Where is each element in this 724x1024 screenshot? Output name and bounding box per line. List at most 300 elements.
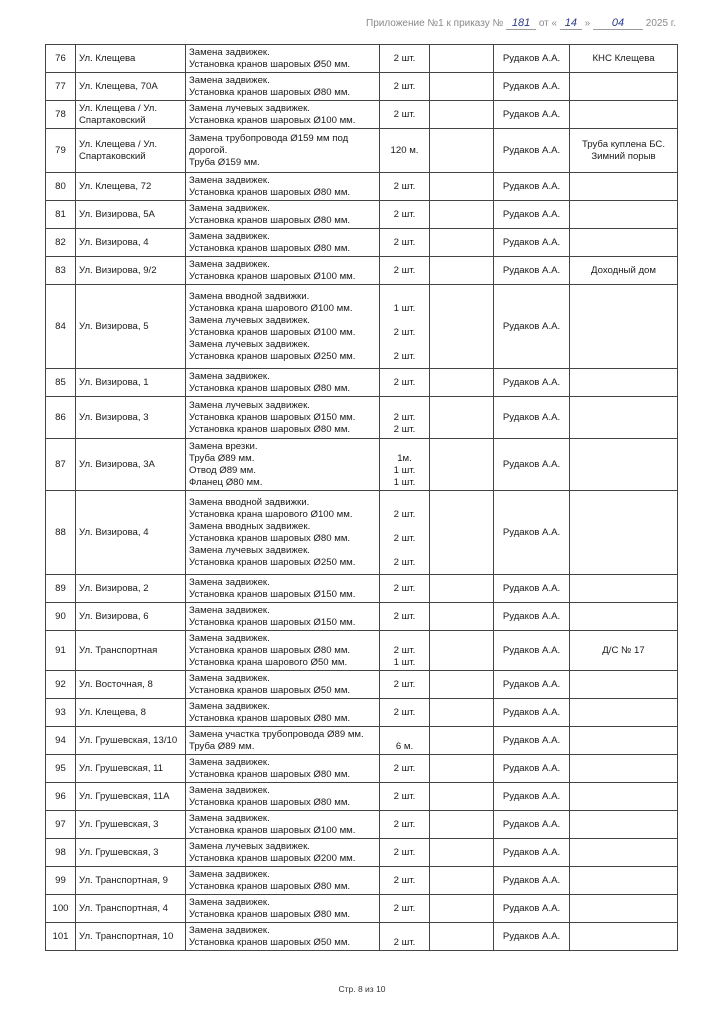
table-row: [46, 755, 678, 783]
quantity-line: [382, 441, 427, 453]
row-empty-cell: [430, 491, 494, 575]
header-prefix: Приложение №1 к приказу №: [366, 18, 504, 29]
work-line: Установка кранов шаровых Ø250 мм.: [189, 556, 356, 568]
row-note: [570, 867, 678, 895]
quantity-line: 6 м.: [395, 740, 414, 752]
row-quantity: [380, 129, 430, 173]
work-line: Замена лучевых задвижек.: [189, 102, 310, 114]
row-empty-cell: [430, 201, 494, 229]
work-line: Замена задвижек.: [189, 924, 270, 936]
table-row: [46, 783, 678, 811]
quantity-line: [382, 633, 427, 645]
row-note: [570, 895, 678, 923]
table-row: [46, 603, 678, 631]
work-line: Замена лучевых задвижек.: [189, 840, 310, 852]
row-note: [570, 755, 678, 783]
work-line: Установка кранов шаровых Ø50 мм.: [189, 936, 351, 948]
quantity-line: 2 шт.: [393, 532, 416, 544]
table-row: [46, 201, 678, 229]
work-line: Установка кранов шаровых Ø80 мм.: [189, 712, 351, 724]
row-address: Ул. Клещева / Ул. Спартаковский: [76, 129, 186, 173]
row-address: Ул. Транспортная, 9: [76, 867, 186, 895]
row-responsible: Рудаков А.А.: [494, 895, 570, 923]
row-number: 80: [46, 173, 76, 201]
row-address: Ул. Клещева, 8: [76, 699, 186, 727]
table-row: [46, 727, 678, 755]
row-address: Ул. Клещева: [76, 45, 186, 73]
works-table-body: [46, 45, 678, 951]
work-line: Замена задвижек.: [189, 74, 270, 86]
work-line: Установка кранов шаровых Ø80 мм.: [189, 796, 351, 808]
row-note: [570, 397, 678, 439]
row-works: [186, 491, 380, 575]
row-works: [186, 603, 380, 631]
work-line: Замена лучевых задвижек.: [189, 314, 310, 326]
table-row: [46, 229, 678, 257]
work-line: Установка кранов шаровых Ø150 мм.: [189, 588, 356, 600]
row-number: 76: [46, 45, 76, 73]
row-note: [570, 603, 678, 631]
row-number: 86: [46, 397, 76, 439]
row-quantity: [380, 727, 430, 755]
row-number: 85: [46, 369, 76, 397]
quantity-line: [382, 729, 427, 741]
quantity-line: [382, 400, 427, 412]
work-line: Установка кранов шаровых Ø80 мм.: [189, 242, 351, 254]
row-works: [186, 173, 380, 201]
row-works: [186, 699, 380, 727]
work-line: Замена участка трубопровода Ø89 мм.: [189, 728, 364, 740]
work-line: Установка кранов шаровых Ø250 мм.: [189, 350, 356, 362]
row-works: [186, 45, 380, 73]
quantity-line: [382, 521, 427, 533]
row-quantity: [380, 369, 430, 397]
row-responsible: Рудаков А.А.: [494, 631, 570, 671]
work-line: Установка кранов шаровых Ø80 мм.: [189, 880, 351, 892]
quantity-line: 2 шт.: [393, 236, 416, 248]
row-number: 94: [46, 727, 76, 755]
table-row: [46, 491, 678, 575]
work-line: Установка кранов шаровых Ø80 мм.: [189, 644, 351, 656]
row-quantity: [380, 491, 430, 575]
work-line: Замена задвижек.: [189, 46, 270, 58]
quantity-line: 2 шт.: [393, 508, 416, 520]
row-note: [570, 923, 678, 951]
row-address: Ул. Грушевская, 3: [76, 839, 186, 867]
work-line: Установка кранов шаровых Ø80 мм.: [189, 86, 351, 98]
work-line: Установка крана шарового Ø50 мм.: [189, 656, 348, 668]
work-line: Замена задвижек.: [189, 202, 270, 214]
work-line: Замена задвижек.: [189, 632, 270, 644]
row-responsible: Рудаков А.А.: [494, 201, 570, 229]
row-address: Ул. Грушевская, 11А: [76, 783, 186, 811]
row-address: Ул. Визирова, 4: [76, 491, 186, 575]
row-note: [570, 439, 678, 491]
row-number: 89: [46, 575, 76, 603]
row-works: [186, 631, 380, 671]
row-responsible: Рудаков А.А.: [494, 45, 570, 73]
row-empty-cell: [430, 671, 494, 699]
work-line: Установка кранов шаровых Ø80 мм.: [189, 908, 351, 920]
table-row: [46, 671, 678, 699]
row-number: 92: [46, 671, 76, 699]
work-line: Установка кранов шаровых Ø80 мм.: [189, 532, 351, 544]
row-empty-cell: [430, 783, 494, 811]
work-line: Замена задвижек.: [189, 576, 270, 588]
row-works: [186, 811, 380, 839]
quantity-line: 2 шт.: [393, 936, 416, 948]
row-quantity: [380, 257, 430, 285]
work-line: Замена вводной задвижки.: [189, 290, 310, 302]
row-empty-cell: [430, 839, 494, 867]
row-works: [186, 73, 380, 101]
quantity-line: 1 шт.: [393, 302, 416, 314]
quantity-line: 1 шт.: [393, 656, 416, 668]
quantity-line: 2 шт.: [393, 582, 416, 594]
row-works: [186, 229, 380, 257]
page-footer: [0, 984, 724, 994]
row-responsible: Рудаков А.А.: [494, 439, 570, 491]
row-quantity: [380, 229, 430, 257]
header-quote-close: »: [584, 18, 591, 29]
row-responsible: Рудаков А.А.: [494, 101, 570, 129]
row-empty-cell: [430, 369, 494, 397]
row-number: 91: [46, 631, 76, 671]
row-empty-cell: [430, 73, 494, 101]
quantity-line: 2 шт.: [393, 610, 416, 622]
row-quantity: [380, 867, 430, 895]
row-works: [186, 439, 380, 491]
table-row: [46, 285, 678, 369]
quantity-line: 2 шт.: [393, 762, 416, 774]
row-responsible: Рудаков А.А.: [494, 491, 570, 575]
row-responsible: Рудаков А.А.: [494, 603, 570, 631]
row-responsible: Рудаков А.А.: [494, 699, 570, 727]
row-works: [186, 671, 380, 699]
work-line: Замена задвижек.: [189, 230, 270, 242]
quantity-line: 2 шт.: [393, 902, 416, 914]
row-note: Доходный дом: [570, 257, 678, 285]
quantity-line: 2 шт.: [393, 846, 416, 858]
table-row: [46, 73, 678, 101]
row-responsible: Рудаков А.А.: [494, 285, 570, 369]
table-row: [46, 923, 678, 951]
row-number: 101: [46, 923, 76, 951]
row-number: 78: [46, 101, 76, 129]
row-responsible: Рудаков А.А.: [494, 73, 570, 101]
work-line: Замена задвижек.: [189, 258, 270, 270]
quantity-line: 2 шт.: [393, 790, 416, 802]
quantity-line: 2 шт.: [393, 556, 416, 568]
row-number: 77: [46, 73, 76, 101]
work-line: Установка кранов шаровых Ø80 мм.: [189, 186, 351, 198]
row-quantity: [380, 45, 430, 73]
work-line: Отвод Ø89 мм.: [189, 464, 256, 476]
row-empty-cell: [430, 439, 494, 491]
row-number: 97: [46, 811, 76, 839]
quantity-line: 2 шт.: [393, 326, 416, 338]
row-note: [570, 73, 678, 101]
row-quantity: [380, 201, 430, 229]
table-row: [46, 631, 678, 671]
row-quantity: [380, 671, 430, 699]
row-quantity: [380, 783, 430, 811]
row-number: 81: [46, 201, 76, 229]
row-number: 90: [46, 603, 76, 631]
row-works: [186, 101, 380, 129]
table-row: [46, 575, 678, 603]
row-responsible: Рудаков А.А.: [494, 229, 570, 257]
quantity-line: 2 шт.: [393, 874, 416, 886]
quantity-line: [382, 291, 427, 303]
table-row: [46, 369, 678, 397]
row-address: Ул. Транспортная: [76, 631, 186, 671]
row-empty-cell: [430, 229, 494, 257]
quantity-line: 2 шт.: [393, 350, 416, 362]
row-works: [186, 575, 380, 603]
quantity-line: 2 шт.: [393, 706, 416, 718]
row-empty-cell: [430, 173, 494, 201]
row-empty-cell: [430, 129, 494, 173]
row-address: Ул. Клещева, 70А: [76, 73, 186, 101]
quantity-line: 2 шт.: [393, 376, 416, 388]
work-line: Установка кранов шаровых Ø150 мм.: [189, 411, 356, 423]
row-address: Ул. Грушевская, 13/10: [76, 727, 186, 755]
row-address: Ул. Визирова, 9/2: [76, 257, 186, 285]
page-sep: из: [365, 984, 374, 994]
row-note: [570, 839, 678, 867]
table-row: [46, 811, 678, 839]
row-address: Ул. Восточная, 8: [76, 671, 186, 699]
work-line: Замена вводной задвижки.: [189, 496, 310, 508]
row-note: [570, 783, 678, 811]
row-works: [186, 285, 380, 369]
row-note: [570, 229, 678, 257]
row-number: 98: [46, 839, 76, 867]
quantity-line: 120 м.: [390, 144, 419, 156]
quantity-line: 2 шт.: [393, 264, 416, 276]
row-address: Ул. Визирова, 2: [76, 575, 186, 603]
row-quantity: [380, 699, 430, 727]
row-address: Ул. Визирова, 3А: [76, 439, 186, 491]
row-quantity: [380, 839, 430, 867]
table-row: [46, 101, 678, 129]
work-line: Замена лучевых задвижек.: [189, 338, 310, 350]
table-row: [46, 699, 678, 727]
row-empty-cell: [430, 603, 494, 631]
table-row: [46, 439, 678, 491]
work-line: Установка крана шарового Ø100 мм.: [189, 302, 353, 314]
row-responsible: Рудаков А.А.: [494, 923, 570, 951]
row-responsible: Рудаков А.А.: [494, 257, 570, 285]
row-responsible: Рудаков А.А.: [494, 129, 570, 173]
quantity-line: [382, 925, 427, 937]
work-line: Замена врезки.: [189, 440, 258, 452]
row-address: Ул. Клещева, 72: [76, 173, 186, 201]
order-day: 14: [560, 17, 582, 30]
work-line: Труба Ø159 мм.: [189, 156, 260, 168]
row-number: 100: [46, 895, 76, 923]
row-note: [570, 285, 678, 369]
work-line: дорогой.: [189, 144, 228, 156]
table-row: [46, 173, 678, 201]
row-note: Труба куплена БС. Зимний порыв: [570, 129, 678, 173]
work-line: Установка кранов шаровых Ø80 мм.: [189, 423, 351, 435]
order-number: 181: [506, 17, 536, 30]
row-responsible: Рудаков А.А.: [494, 671, 570, 699]
row-quantity: [380, 101, 430, 129]
row-empty-cell: [430, 699, 494, 727]
row-note: [570, 369, 678, 397]
page-current: 8: [357, 984, 363, 994]
work-line: Установка кранов шаровых Ø100 мм.: [189, 326, 356, 338]
row-note: [570, 201, 678, 229]
row-empty-cell: [430, 895, 494, 923]
row-number: 88: [46, 491, 76, 575]
quantity-line: 1м.: [397, 452, 412, 464]
row-works: [186, 923, 380, 951]
work-line: Установка кранов шаровых Ø100 мм.: [189, 270, 356, 282]
work-line: Замена задвижек.: [189, 756, 270, 768]
quantity-line: 2 шт.: [393, 423, 416, 435]
row-address: Ул. Визирова, 6: [76, 603, 186, 631]
row-address: Ул. Визирова, 3: [76, 397, 186, 439]
row-number: 79: [46, 129, 76, 173]
row-works: [186, 129, 380, 173]
row-number: 83: [46, 257, 76, 285]
row-note: [570, 173, 678, 201]
quantity-line: 1 шт.: [393, 476, 416, 488]
work-line: Труба Ø89 мм.: [189, 452, 255, 464]
quantity-line: 2 шт.: [393, 80, 416, 92]
table-row: [46, 129, 678, 173]
row-note: [570, 491, 678, 575]
row-responsible: Рудаков А.А.: [494, 173, 570, 201]
row-quantity: [380, 575, 430, 603]
row-quantity: [380, 285, 430, 369]
quantity-line: 2 шт.: [393, 52, 416, 64]
row-responsible: Рудаков А.А.: [494, 839, 570, 867]
row-works: [186, 867, 380, 895]
row-works: [186, 895, 380, 923]
work-line: Замена задвижек.: [189, 174, 270, 186]
row-number: 84: [46, 285, 76, 369]
row-empty-cell: [430, 257, 494, 285]
row-empty-cell: [430, 755, 494, 783]
row-responsible: Рудаков А.А.: [494, 755, 570, 783]
row-note: Д/С № 17: [570, 631, 678, 671]
page-total: 10: [376, 984, 386, 994]
quantity-line: 1 шт.: [393, 464, 416, 476]
row-address: Ул. Визирова, 5А: [76, 201, 186, 229]
work-line: Замена задвижек.: [189, 672, 270, 684]
work-line: Замена задвижек.: [189, 370, 270, 382]
row-number: 96: [46, 783, 76, 811]
quantity-line: 2 шт.: [393, 644, 416, 656]
row-number: 99: [46, 867, 76, 895]
table-row: [46, 45, 678, 73]
quantity-line: [382, 339, 427, 351]
row-empty-cell: [430, 45, 494, 73]
row-works: [186, 755, 380, 783]
row-quantity: [380, 755, 430, 783]
row-quantity: [380, 603, 430, 631]
row-empty-cell: [430, 811, 494, 839]
row-works: [186, 783, 380, 811]
row-address: Ул. Грушевская, 11: [76, 755, 186, 783]
row-note: [570, 101, 678, 129]
work-line: Установка кранов шаровых Ø150 мм.: [189, 616, 356, 628]
row-empty-cell: [430, 101, 494, 129]
row-works: [186, 369, 380, 397]
row-works: [186, 201, 380, 229]
work-line: Замена задвижек.: [189, 812, 270, 824]
row-number: 82: [46, 229, 76, 257]
row-responsible: Рудаков А.А.: [494, 575, 570, 603]
row-responsible: Рудаков А.А.: [494, 783, 570, 811]
row-quantity: [380, 923, 430, 951]
row-empty-cell: [430, 923, 494, 951]
row-address: Ул. Визирова, 5: [76, 285, 186, 369]
quantity-line: [382, 497, 427, 509]
work-line: Установка кранов шаровых Ø100 мм.: [189, 824, 356, 836]
work-line: Замена лучевых задвижек.: [189, 399, 310, 411]
row-works: [186, 839, 380, 867]
work-line: Установка кранов шаровых Ø50 мм.: [189, 684, 351, 696]
work-line: Установка кранов шаровых Ø200 мм.: [189, 852, 356, 864]
table-row: [46, 397, 678, 439]
row-number: 93: [46, 699, 76, 727]
row-quantity: [380, 397, 430, 439]
table-row: [46, 867, 678, 895]
table-row: [46, 839, 678, 867]
quantity-line: 2 шт.: [393, 678, 416, 690]
row-quantity: [380, 895, 430, 923]
quantity-line: 2 шт.: [393, 208, 416, 220]
work-line: Замена вводных задвижек.: [189, 520, 311, 532]
row-quantity: [380, 631, 430, 671]
work-line: Установка кранов шаровых Ø50 мм.: [189, 58, 351, 70]
row-address: Ул. Транспортная, 4: [76, 895, 186, 923]
work-line: Замена лучевых задвижек.: [189, 544, 310, 556]
quantity-line: 2 шт.: [393, 180, 416, 192]
quantity-line: 2 шт.: [393, 108, 416, 120]
row-address: Ул. Транспортная, 10: [76, 923, 186, 951]
row-address: Ул. Визирова, 1: [76, 369, 186, 397]
row-number: 95: [46, 755, 76, 783]
order-year: 2025 г.: [645, 18, 676, 29]
row-works: [186, 257, 380, 285]
quantity-line: 2 шт.: [393, 411, 416, 423]
work-line: Замена задвижек.: [189, 784, 270, 796]
row-works: [186, 727, 380, 755]
work-line: Замена задвижек.: [189, 896, 270, 908]
table-row: [46, 895, 678, 923]
row-empty-cell: [430, 575, 494, 603]
row-responsible: Рудаков А.А.: [494, 867, 570, 895]
row-note: [570, 811, 678, 839]
work-line: Замена задвижек.: [189, 868, 270, 880]
work-line: Установка кранов шаровых Ø100 мм.: [189, 114, 356, 126]
table-row: [46, 257, 678, 285]
work-line: Установка кранов шаровых Ø80 мм.: [189, 768, 351, 780]
row-quantity: [380, 811, 430, 839]
row-quantity: [380, 73, 430, 101]
quantity-line: 2 шт.: [393, 818, 416, 830]
row-note: [570, 671, 678, 699]
row-responsible: Рудаков А.А.: [494, 369, 570, 397]
row-note: КНС Клещева: [570, 45, 678, 73]
